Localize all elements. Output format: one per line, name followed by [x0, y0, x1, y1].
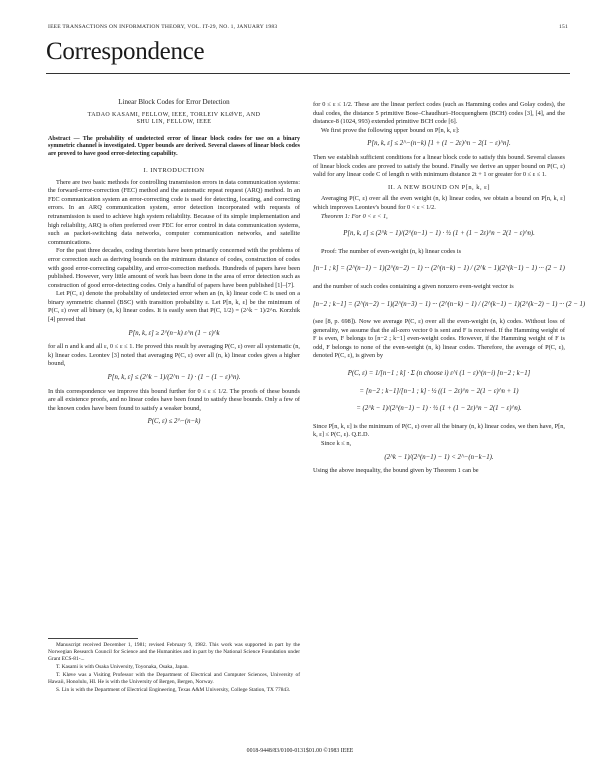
paragraph: and the number of such codes containing a given nonzero even-weight vector is — [313, 282, 514, 290]
title-rule — [46, 73, 570, 74]
page-number: 151 — [559, 24, 568, 30]
paragraph: In this correspondence we improve this bound further for 0 ≤ ε ≤ 1/2. The proofs of these bounds are all existence proofs, and no linear codes have been found to satisfy these bounds. Only a few of the known codes have been found to satisfy a weaker bound, — [48, 387, 300, 412]
equation-average-2: = [n−2 ; k−1]/[n−1 ; k] · ½ ((1 − 2ε)^n − 2(1 − ε)^n + 1) — [359, 387, 519, 395]
equation-korzhik-bound: P[n, k, ε] ≥ 2^(n−k) ε^n (1 − ε)^k — [128, 329, 220, 337]
footnote: Manuscript received December 1, 1981; revised February 9, 1982. This work was supported in part by the Norwegian Research Council for Science and the Humanities and in part by the National Science Foundation under Grant ECS-81-... — [48, 642, 300, 662]
equation-inequality: (2^k − 1)/(2^(n−1) − 1) < 2^−(n−k−1). — [384, 453, 494, 461]
paragraph: There are two basic methods for controlling transmission errors in data communication systems: the forward-error-correction (FEC) method and the automatic repeat request (ARQ) method. In an FEC communication system an error-correcting code is used for detecting, locating, and correcting errors. In an ARQ communication system, error detection incorporated with requests of retransmission is used to achieve high system reliability. Because of its simple implementation and high reliability, ARQ is often preferred over FEC for error control in data communication systems, such as packet-switching data networks, computer communication networks, and satellite communications. — [48, 178, 300, 246]
paragraph: for all n and k and all ε, 0 ≤ ε ≤ 1. He proved this result by averaging P(C, ε) over all systematic (n, k) linear codes. Leontev [3] noted that averaging P(C, ε) over all (n, k) linear codes gives a higher bound, — [48, 343, 300, 368]
footnote: S. Lin is with the Department of Electrical Engineering, Texas A&M University, College Station, TX 77843. — [56, 687, 291, 693]
authors-line-1: TADAO KASAMI, FELLOW, IEEE, TORLEIV KLØVE, AND — [87, 111, 261, 118]
paragraph: Since k ≤ n, — [321, 440, 352, 448]
paragraph: Averaging P(C, ε) over all the even weight (n, k) linear codes, we obtain a bound on P[n, k, ε] which improves Leontev's bound for 0 < ε < 1/2. — [313, 195, 565, 211]
footnote: T. Kløve was a Visiting Professor with the Department of Electrical and Computer Sciences, University of Hawaii, Honolulu, HI. He is with the University of Bergen, Bergen, Norway. — [48, 672, 300, 685]
paragraph: (see [8, p. 698]). Now we average P(C, ε) over all the even-weight (n, k) codes. Without loss of generality, we assume that the all-zero vector 0 is sent and F is received. If the Hamming weight of F is even, F belongs to [n−2 ; k−1] even-weight codes. However, if the Hamming weight of F is odd, F belongs to none of the even-weight (n, k) linear codes. Therefore, the average of P(C, ε), denoted P(C, ε), is given by — [313, 318, 565, 360]
equation-average-3: = (2^k − 1)/(2^(n−1) − 1) · ½ (1 + (1 − 2ε)^n − 2(1 − ε)^n). — [356, 405, 522, 413]
footnote-rule — [48, 638, 138, 639]
article-title: Linear Block Codes for Error Detection — [118, 98, 230, 106]
paragraph: Let P(C, ε) denote the probability of undetected error when an (n, k) linear code C is used on a binary symmetric channel (BSC) with transition probability ε. Let P[n, k, ε] be the minimum of P(C, ε) over all binary (n, k) linear codes. It is easily seen that P(C, 1/2) = (2^k − 1)/2^n. Korzhik [4] proved that — [48, 290, 300, 324]
equation-leontev-bound: P[n, k, ε] ≤ (2^k − 1)/(2^n − 1) · (1 − (1 − ε)^n). — [107, 374, 241, 382]
equation-count-containing: [n−2 ; k−1] = (2^(n−2) − 1)(2^(n−3) − 1) ··· (2^(n−k) − 1) / (2^(k−1) − 1)(2^(k−2) − 1) ··· (2 − 1) — [313, 300, 586, 308]
section-heading-new-bound: II. A NEW BOUND ON P[n, k, ε] — [388, 183, 490, 191]
copyright-line: 0018-9448/83/0100-0131$01.00 ©1983 IEEE — [246, 748, 354, 754]
theorem-1: Theorem 1: For 0 < ε < 1, — [321, 212, 388, 220]
proof-paragraph: Proof: The number of even-weight (n, k) linear codes is — [321, 247, 462, 255]
paragraph: For the past three decades, coding theorists have been primarily concerned with the problems of error correction such as deriving bounds on the minimum distance of codes, construction of codes with good error-correcting capability, and error-correction methods. Hundreds of papers have been published. However, very little amount of work has been done in the area of error detection such as construction of good error-detecting codes. Only a handful of papers have been published [1]–[7]. — [48, 247, 300, 289]
equation-theorem-1: P[n, k, ε] ≤ (2^k − 1)/(2^(n−1) − 1) · ½ (1 + (1 − 2ε)^n − 2(1 − ε)^n). — [343, 230, 535, 238]
equation-average-1: P(C, ε) = 1/[n−1 ; k] · Σ (n choose i) ε^i (1 − ε)^(n−i) [n−2 ; k−1] — [347, 370, 531, 378]
equation-main-bound: P[n, k, ε] ≤ 2^−(n−k) [1 + (1 − 2ε)^n − 2(1 − ε)^n]. — [367, 140, 511, 148]
journal-citation: IEEE TRANSACTIONS ON INFORMATION THEORY, VOL. IT-29, NO. 1, JANUARY 1983 — [48, 24, 278, 30]
equation-count-codes: [n−1 ; k] = (2^(n−1) − 1)(2^(n−2) − 1) ··· (2^(n−k) − 1) / (2^k − 1)(2^(k−1) − 1) ··· (2 − 1) — [313, 265, 565, 273]
footnote: T. Kasami is with Osaka University, Toyonaka, Osaka, Japan. — [56, 664, 189, 670]
running-header — [48, 24, 568, 30]
paragraph: We first prove the following upper bound on P[n, k, ε]: — [321, 126, 460, 134]
paragraph: Since P[n, k, ε] is the minimum of P(C, ε) over all the binary (n, k) linear codes, we then have, P[n, k, ε] ≤ P(C, ε). Q.E.D. — [313, 422, 565, 439]
paragraph: for 0 ≤ ε ≤ 1/2. These are the linear perfect codes (such as Hamming codes and Golay codes), the dual codes, the distance 5 primitive Bose–Chaudhuri–Hocquenghem (BCH) codes [3], [4], and the distance-8 (1024, 993) extended primitive BCH code [6]. — [313, 101, 565, 126]
equation-weak-bound: P(C, ε) ≤ 2^−(n−k) — [147, 418, 201, 426]
right-column — [313, 101, 586, 476]
left-column — [48, 98, 300, 432]
paragraph: Then we establish sufficient conditions for a linear block code to satisfy this bound. Several classes of linear block codes are proved to satisfy the bound. Finally we derive an upper bound on P(C, ε) valid for any linear code C of length n with minimum distance 2t + 1 or greater for 0 ≤ ε ≤ 1. — [313, 153, 565, 179]
paragraph: Using the above inequality, the bound given by Theorem 1 can be — [313, 467, 479, 475]
section-heading-introduction: I. INTRODUCTION — [143, 166, 205, 174]
author-list — [48, 112, 300, 127]
authors-line-2: SHU LIN, FELLOW, IEEE — [136, 119, 212, 126]
abstract: Abstract — The probability of undetected error of linear block codes for use on a binary symmetric channel is investigated. Upper bounds are derived. Several classes of linear block codes are proved to have good error-detecting capability. — [48, 135, 300, 158]
footnotes — [48, 638, 300, 695]
section-title: Correspondence — [46, 38, 205, 65]
